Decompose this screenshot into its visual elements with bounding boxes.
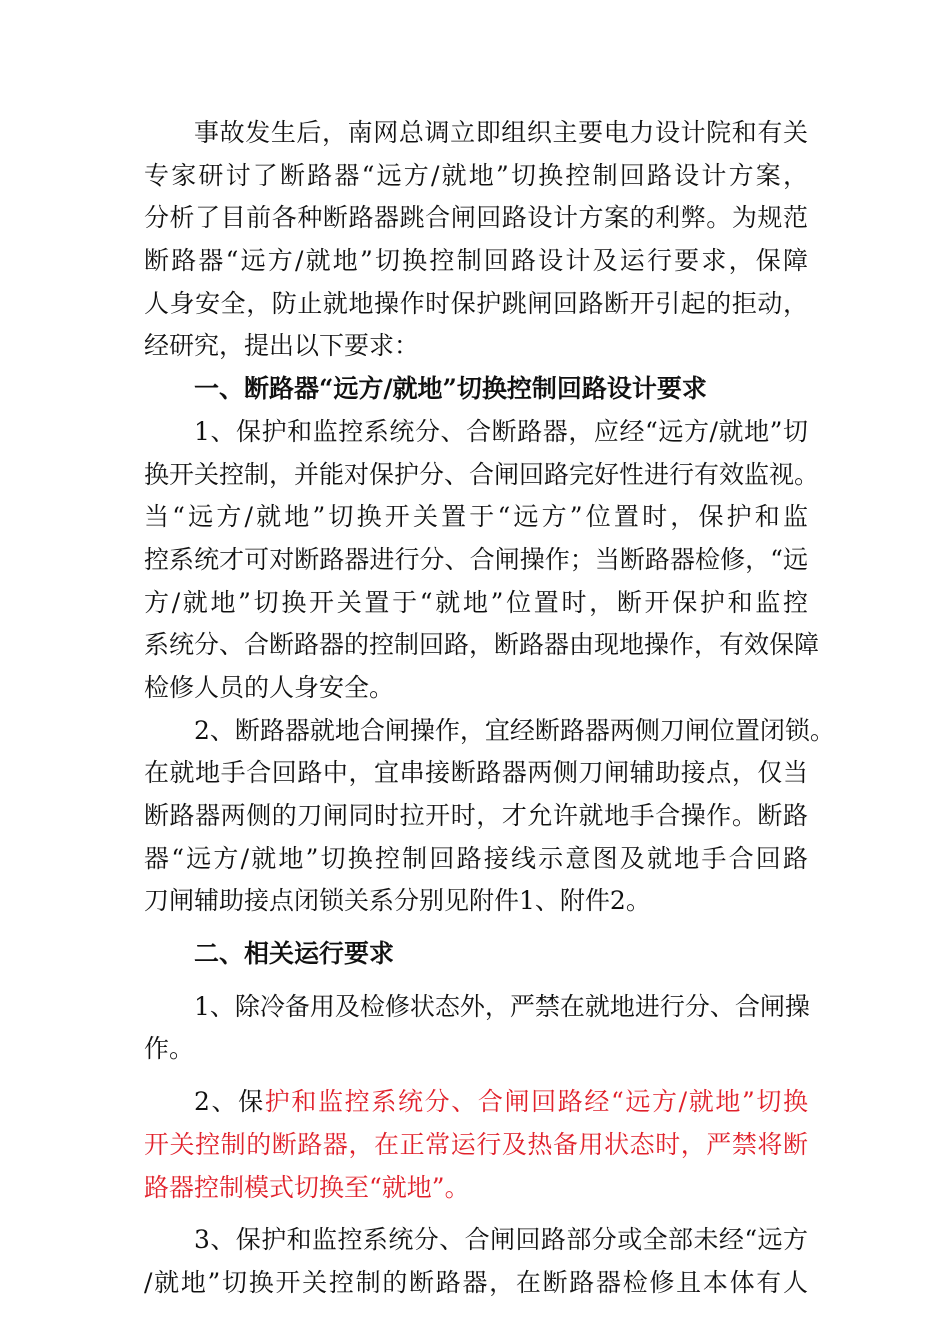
paragraph-line: 经研究，提出以下要求： [144, 331, 420, 361]
item-1-2-paragraph [144, 710, 835, 923]
document-body [144, 112, 835, 1305]
spacer [144, 923, 808, 933]
paragraph-line: 器“远方/就地”切换控制回路接线示意图及就地手合回路 [144, 843, 808, 873]
paragraph-line: 当“远方/就地”切换开关置于“远方”位置时，保护和监 [144, 502, 808, 532]
item-1-1-paragraph [144, 411, 820, 710]
section-heading-1: 一、断路器“远方/就地”切换控制回路设计要求 [194, 374, 707, 404]
paragraph-line: 作。 [144, 1034, 195, 1064]
paragraph-line: 3、保护和监控系统分、合闸回路部分或全部未经“远方 [194, 1225, 808, 1255]
paragraph-line: 2、断路器就地合闸操作，宜经断路器两侧刀闸位置闭锁。 [194, 715, 835, 745]
paragraph-line [144, 1081, 808, 1124]
item-number: 2、保 [194, 1087, 265, 1117]
paragraph-line: 断路器“远方/就地”切换控制回路设计及运行要求，保障 [144, 246, 808, 276]
paragraph-line: 专家研讨了断路器“远方/就地”切换控制回路设计方案， [144, 160, 808, 190]
highlighted-text: 护和监控系统分、合闸回路经“远方/就地”切换 [264, 1087, 808, 1117]
highlighted-text: 路器控制模式切换至“就地”。 [144, 1172, 470, 1202]
paragraph-line: /就地”切换开关控制的断路器，在断路器检修且本体有人 [144, 1267, 808, 1297]
paragraph-line: 断路器两侧的刀闸同时拉开时，才允许就地手合操作。断路 [144, 801, 808, 830]
spacer [144, 1209, 808, 1219]
paragraph-line: 系统分、合断路器的控制回路，断路器由现地操作，有效保障 [144, 630, 820, 660]
intro-paragraph [144, 112, 808, 368]
spacer [144, 1071, 808, 1081]
item-2-2-paragraph [144, 1081, 808, 1209]
paragraph-line: 1、除冷备用及检修状态外，严禁在就地进行分、合闸操 [194, 991, 810, 1021]
paragraph-line: 人身安全，防止就地操作时保护跳闸回路断开引起的拒动， [144, 288, 808, 318]
paragraph-line: 方/就地”切换开关置于“就地”位置时，断开保护和监控 [144, 587, 808, 617]
paragraph-line: 在就地手合回路中，宜串接断路器两侧刀闸辅助接点，仅当 [144, 758, 808, 788]
spacer [144, 976, 808, 986]
item-2-3-paragraph [144, 1219, 808, 1304]
highlighted-text: 开关控制的断路器，在正常运行及热备用状态时，严禁将断 [144, 1129, 808, 1159]
paragraph-line: 检修人员的人身安全。 [144, 672, 395, 702]
paragraph-line: 1、保护和监控系统分、合断路器，应经“远方/就地”切 [194, 416, 808, 446]
section-heading-2: 二、相关运行要求 [194, 939, 395, 969]
item-2-1-paragraph [144, 986, 808, 1071]
paragraph-line: 控系统才可对断路器进行分、合闸操作；当断路器检修，“远 [144, 544, 808, 574]
paragraph-line: 刀闸辅助接点闭锁关系分别见附件1、附件2。 [144, 886, 651, 916]
paragraph-line: 分析了目前各种断路器跳合闸回路设计方案的利弊。为规范 [144, 203, 808, 233]
paragraph-line: 换开关控制，并能对保护分、合闸回路完好性进行有效监视。 [144, 459, 820, 489]
paragraph-line: 事故发生后，南网总调立即组织主要电力设计院和有关 [194, 118, 808, 147]
